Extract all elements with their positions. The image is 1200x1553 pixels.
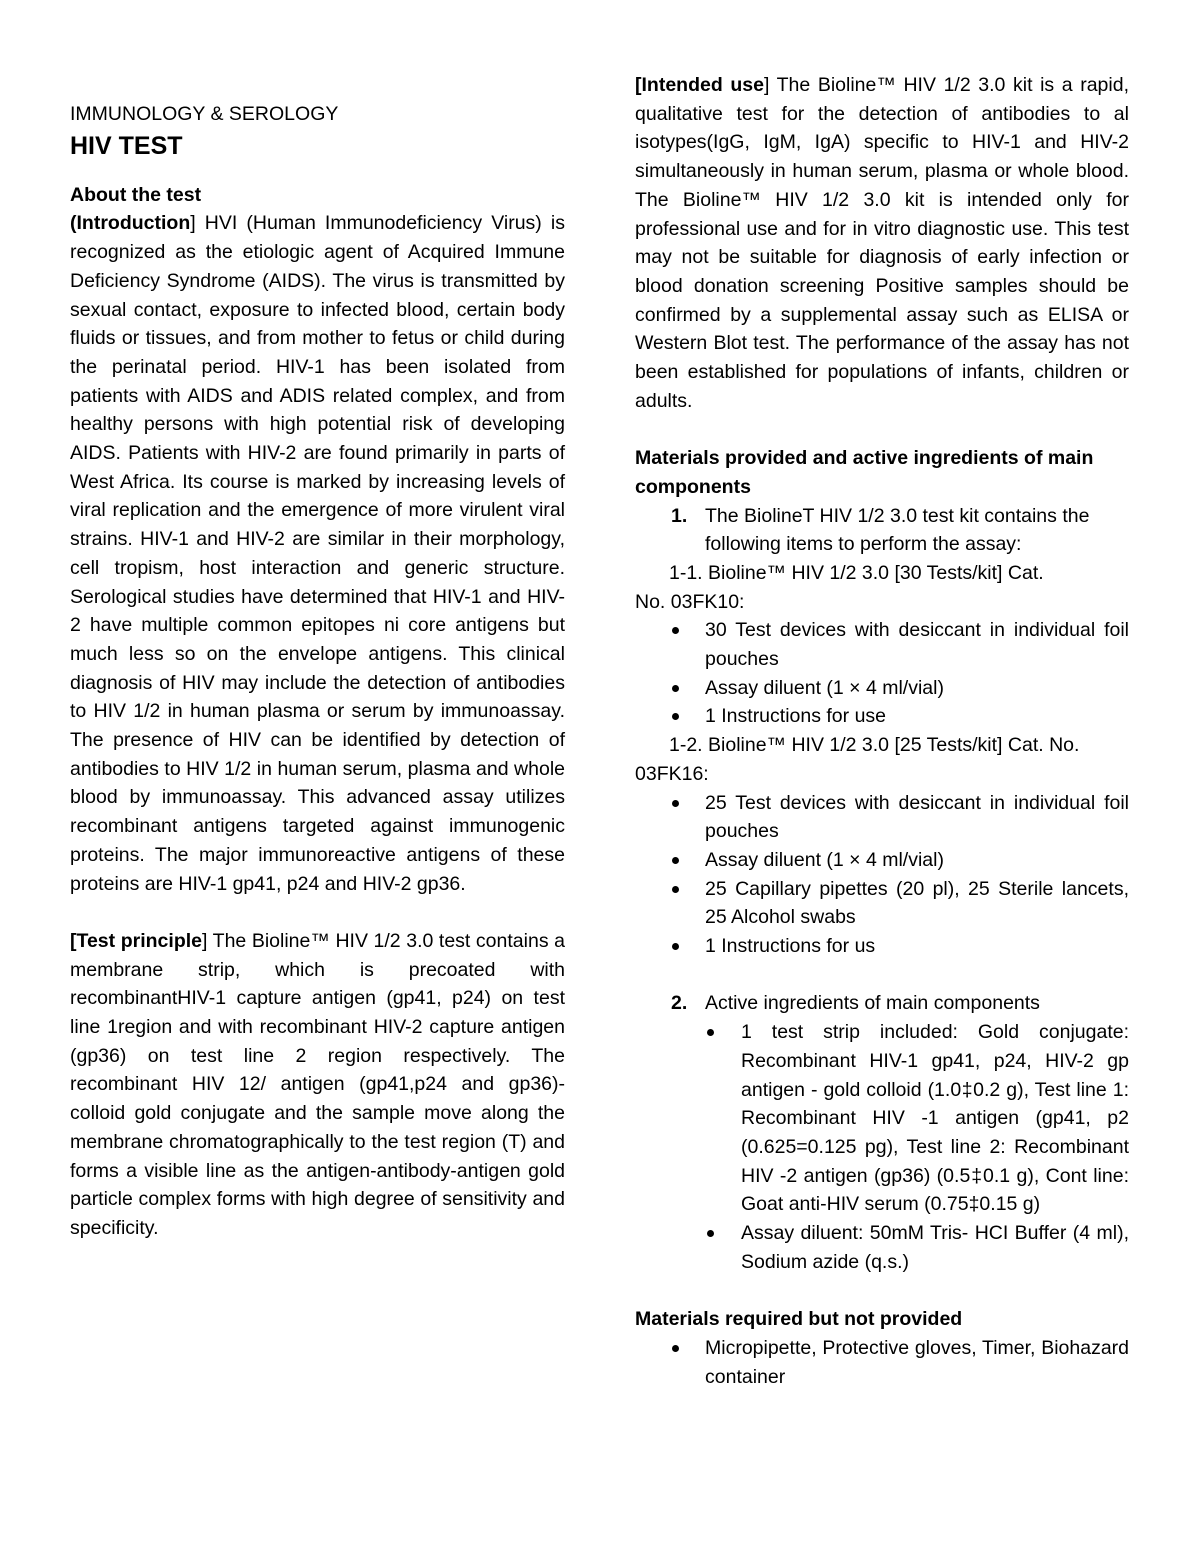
item-number: 2.	[671, 992, 688, 1015]
left-column	[70, 100, 565, 1243]
kit2-label: 1-2. Bioline™ HIV 1/2 3.0 [25 Tests/kit] Cat. No. 03FK16:	[635, 734, 1080, 785]
materials-required-list	[635, 1334, 1129, 1391]
list-item: 25 Capillary pipettes (20 pl), 25 Sterile lancets, 25 Alcohol swabs	[635, 875, 1129, 932]
list-item: 1 test strip included: Gold conjugate: Recombinant HIV-1 gp41, p24, HIV-2 gp antigen - gold colloid (1.0‡0.2 g), Test line 1: Recombinant HIV -1 antigen (gp41, p2 (0.625=0.125 pg), Test line 2: Recombinant HIV -2 antigen (gp36) (0.5‡0.1 g), Cont line: Goat anti-HIV serum (0.75‡0.15 g)	[635, 1018, 1129, 1219]
list-item: 1 Instructions for us	[635, 932, 1129, 961]
kit1-label: 1-1. Bioline™ HIV 1/2 3.0 [30 Tests/kit] Cat.	[669, 561, 1044, 584]
numbered-item-1	[635, 502, 1129, 559]
subject-heading: IMMUNOLOGY & SEROLOGY	[70, 103, 339, 125]
test-principle-paragraph: [Test principle] The Bioline™ HIV 1/2 3.0 test contains a membrane strip, which is precoated with recombinantHIV-1 capture antigen (gp41, p24) on test line 1region and with recombinant HIV-2 capture antigen (gp36) on test line 2 region respectively. The recombinant HIV 12/ antigen (gp41,p24 and gp36)-colloid gold conjugate and the sample move along the membrane chromatographically to the test region (T) and forms a visible line as the antigen-antibody-antigen gold particle complex forms with high degree of sensitivity and specificity.	[70, 929, 565, 1239]
list-item: 25 Test devices with desiccant in individual foil pouches	[635, 789, 1129, 846]
spacer	[635, 415, 1129, 444]
about-heading: About the test	[70, 183, 202, 206]
spacer	[70, 898, 565, 927]
test-principle-label: [Test principle	[70, 929, 202, 952]
list-item: 1 Instructions for use	[635, 702, 1129, 731]
spacer	[635, 961, 1129, 990]
introduction-paragraph: (Introduction] HVI (Human Immunodeficiency Virus) is recognized as the etiologic agent of Acquired Immune Deficiency Syndrome (AIDS). The virus is transmitted by sexual contact, exposure to infected blood, certain body fluids or tissues, and from mother to fetus or child during the perinatal period. HIV-1 has been isolated from patients with AIDS and ADIS related complex, and from healthy persons with high potential risk of developing AIDS. Patients with HIV-2 are found primarily in parts of West Africa. Its course is marked by increasing levels of viral replication and the emergence of more virulent viral strains. HIV-1 and HIV-2 are similar in their morphology, cell tropism, host interaction and generic structure. Serological studies have determined that HIV-1 and HIV-2 have multiple common epitopes ni core antigens but much less so on the envelope antigens. This clinical diagnosis of HIV may include the detection of antibodies to HIV 1/2 in human plasma or serum by immunoassay. The presence of HIV can be identified by detection of antibodies to HIV 1/2 in human serum, plasma and whole blood by immunoassay. This advanced assay utilizes recombinant antigens targeted against immunogenic proteins. The major immunoreactive antigens of these proteins are HIV-1 gp41, p24 and HIV-2 gp36.	[70, 212, 565, 895]
spacer	[635, 1277, 1129, 1306]
active-numbered-list	[635, 989, 1129, 1018]
item-number: 1.	[671, 504, 688, 527]
introduction-text: HVI (Human Immunodeficiency Virus) is recognized as the etiologic agent of Acquired Immune Deficiency Syndrome (AIDS). The virus is transmitted by sexual contact, exposure to infected blood, certain body fluids or tissues, and from mother to fetus or child during the perinatal period. HIV-1 has been isolated from patients with AIDS and ADIS related complex, and from healthy persons with high potential risk of developing AIDS. Patients with HIV-2 are found primarily in parts of West Africa. Its course is marked by increasing levels of viral replication and the emergence of more virulent viral strains. HIV-1 and HIV-2 are similar in their morphology, cell tropism, host interaction and generic structure. Serological studies have determined that HIV-1 and HIV-2 have multiple common epitopes ni core antigens but much less so on the envelope antigens. This clinical diagnosis of HIV may include the detection of antibodies to HIV 1/2 in human plasma or serum by immunoassay. The presence of HIV can be identified by detection of antibodies to HIV 1/2 in human serum, plasma and whole blood by immunoassay. This advanced assay utilizes recombinant antigens targeted against immunogenic proteins. The major immunoreactive antigens of these proteins are HIV-1 gp41, p24 and HIV-2 gp36.	[70, 212, 565, 895]
kit1-label-cont: No. 03FK10:	[635, 590, 745, 613]
item-text: Active ingredients of main components	[705, 992, 1040, 1015]
numbered-item-2	[635, 989, 1129, 1018]
page-title: HIV TEST	[70, 131, 183, 160]
test-principle-text: The Bioline™ HIV 1/2 3.0 test contains a membrane strip, which is precoated with recombinantHIV-1 capture antigen (gp41, p24) on test line 1region and with recombinant HIV-2 capture antigen (gp36) on test line 2 region respectively. The recombinant HIV 12/ antigen (gp41,p24 and gp36)-colloid gold conjugate and the sample move along the membrane chromatographically to the test region (T) and forms a visible line as the antigen-antibody-antigen gold particle complex forms with high degree of sensitivity and specificity.	[70, 929, 565, 1239]
kit1-bullet-list	[635, 616, 1129, 731]
intended-use-label: [Intended use	[635, 74, 764, 96]
right-column	[635, 71, 1129, 1391]
list-item: Assay diluent: 50mM Tris- HCI Buffer (4 ml), Sodium azide (q.s.)	[635, 1219, 1129, 1276]
item-text: The BiolineT HIV 1/2 3.0 test kit contains the following items to perform the assay:	[705, 504, 1090, 556]
introduction-label: (Introduction	[70, 212, 191, 235]
materials-numbered-list	[635, 502, 1129, 559]
materials-required-heading: Materials required but not provided	[635, 1308, 963, 1331]
list-item: 30 Test devices with desiccant in individual foil pouches	[635, 616, 1129, 673]
active-ingredients-list	[635, 1018, 1129, 1276]
list-item: Assay diluent (1 × 4 ml/vial)	[635, 846, 1129, 875]
intended-use-text: The Bioline™ HIV 1/2 3.0 kit is a rapid, qualitative test for the detection of antibodies to al isotypes(IgG, IgM, IgA) specific to HIV-1 and HIV-2 simultaneously in human serum, plasma or whole blood. The Bioline™ HIV 1/2 3.0 kit is intended only for professional use and for in vitro diagnostic use. This test may not be suitable for diagnosis of early infection or blood donation screening Positive samples should be confirmed by a supplemental assay such as ELISA or Western Blot test. The performance of the assay has not been established for populations of infants, children or adults.	[635, 74, 1129, 412]
list-item: Assay diluent (1 × 4 ml/vial)	[635, 674, 1129, 703]
materials-provided-heading: Materials provided and active ingredients of main components	[635, 447, 1094, 498]
intended-use-paragraph: [Intended use] The Bioline™ HIV 1/2 3.0 kit is a rapid, qualitative test for the detection of antibodies to al isotypes(IgG, IgM, IgA) specific to HIV-1 and HIV-2 simultaneously in human serum, plasma or whole blood. The Bioline™ HIV 1/2 3.0 kit is intended only for professional use and for in vitro diagnostic use. This test may not be suitable for diagnosis of early infection or blood donation screening Positive samples should be confirmed by a supplemental assay such as ELISA or Western Blot test. The performance of the assay has not been established for populations of infants, children or adults.	[635, 74, 1129, 412]
list-item: Micropipette, Protective gloves, Timer, Biohazard container	[635, 1334, 1129, 1391]
kit2-bullet-list	[635, 789, 1129, 961]
